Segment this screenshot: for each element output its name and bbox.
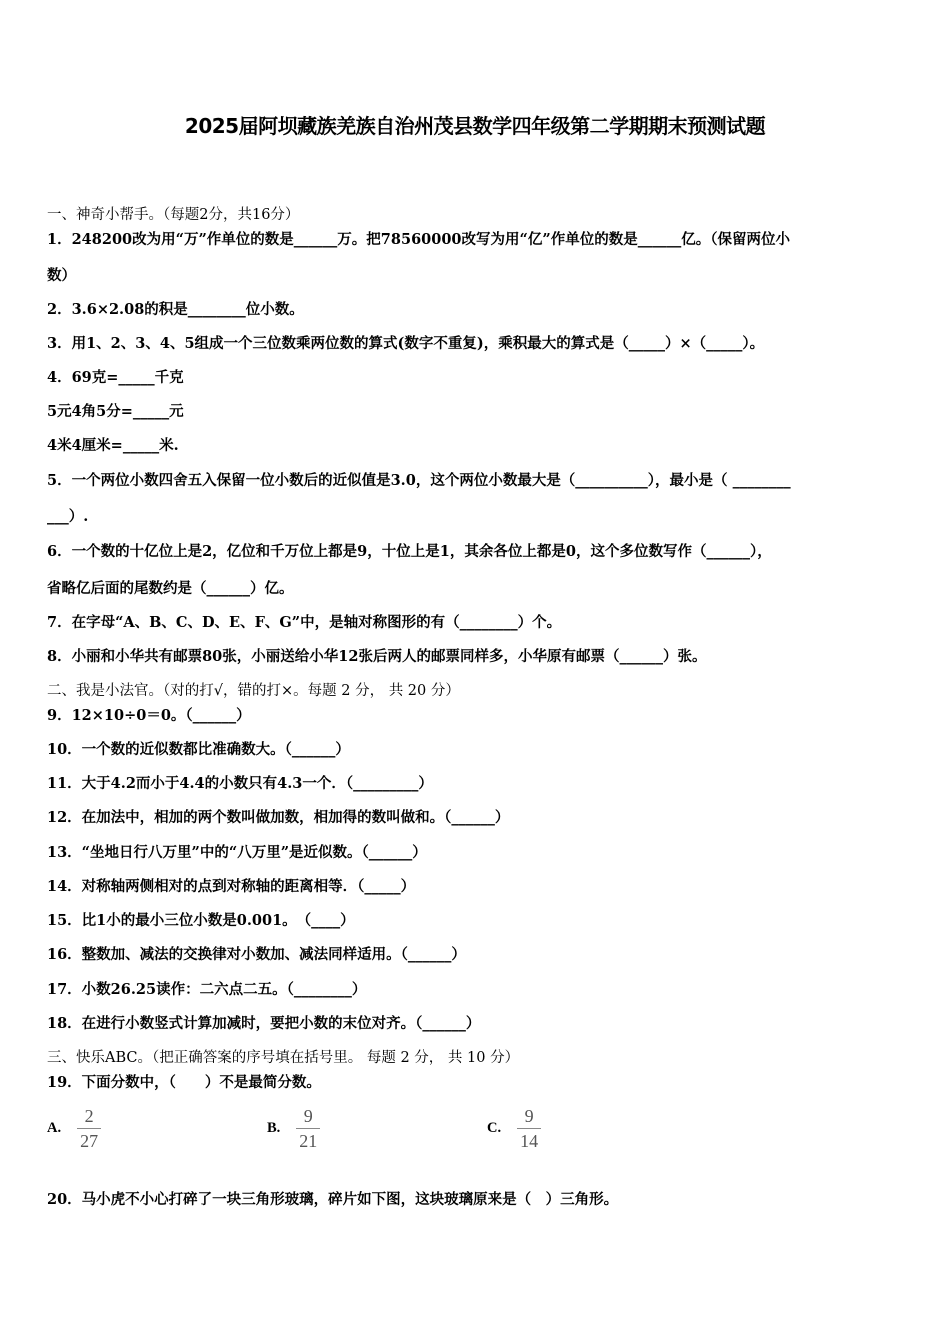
fraction-denominator: 21 — [299, 1130, 318, 1151]
question-18: 18．在进行小数竖式计算加减时，要把小数的末位对齐。（______） — [47, 1015, 481, 1032]
fraction-numerator: 9 — [303, 1105, 313, 1126]
fraction-numerator: 2 — [84, 1105, 94, 1126]
fraction — [517, 1106, 541, 1151]
question-2: 2．3.6×2.08的积是________位小数。 — [47, 301, 304, 318]
question-7: 7．在字母“A、B、C、D、E、F、G”中，是轴对称图形的有（________）个。 — [47, 614, 562, 631]
section-heading-1: 一、神奇小帮手。（每题2分，共16分） — [47, 207, 300, 223]
question-4: 4．69克=_____千克 — [47, 369, 184, 386]
question-1: 1．248200改为用“万”作单位的数是______万。把78560000改写为用“亿”作单位的数是______亿。（保留两位小 — [47, 231, 790, 248]
question-12: 12．在加法中，相加的两个数叫做加数，相加得的数叫做和。（______） — [47, 809, 510, 826]
question-6: 6．一个数的十亿位上是2，亿位和千万位上都是9，十位上是1，其余各位上都是0，这个多位数写作（______）， — [47, 543, 772, 560]
question-20: 20．马小虎不小心打碎了一块三角形玻璃，碎片如下图，这块玻璃原来是（ ）三角形。 — [47, 1191, 619, 1208]
fraction-bar — [517, 1128, 541, 1129]
question-14: 14．对称轴两侧相对的点到对称轴的距离相等．（_____） — [47, 878, 416, 895]
choice-c[interactable] — [487, 1103, 541, 1153]
question-17: 17．小数26.25读作：二六点二五。（________） — [47, 981, 367, 998]
choice-a[interactable] — [47, 1103, 101, 1153]
fraction-bar — [296, 1128, 320, 1129]
question-19: 19．下面分数中，（ ）不是最简分数。 — [47, 1074, 321, 1091]
fraction — [77, 1106, 101, 1151]
choice-letter: A. — [47, 1119, 62, 1136]
page-title: 2025届阿坝藏族羌族自治州茂县数学四年级第二学期期末预测试题 — [184, 114, 766, 138]
question-16: 16．整数加、减法的交换律对小数加、减法同样适用。（______） — [47, 946, 466, 963]
choice-letter: C. — [487, 1119, 502, 1136]
question-10: 10．一个数的近似数都比准确数大。（______） — [47, 741, 350, 758]
question-9: 9．12×10÷0＝0。（______） — [47, 707, 251, 724]
question-5-continued: ___）. — [47, 508, 89, 525]
question-4-part-2: 5元4角5分=_____元 — [47, 403, 184, 420]
question-11: 11．大于4.2而小于4.4的小数只有4.3一个．（_________） — [47, 775, 433, 792]
question-5: 5．一个两位小数四舍五入保留一位小数后的近似值是3.0，这个两位小数最大是（__________），最小是（ ________ — [47, 472, 791, 489]
section-heading-2: 二、我是小法官。（对的打√，错的打×。每题 2 分， 共 20 分） — [47, 683, 460, 699]
fraction-bar — [77, 1128, 101, 1129]
choice-letter: B. — [267, 1119, 281, 1136]
question-4-part-3: 4米4厘米=_____米. — [47, 437, 179, 454]
question-3: 3．用1、2、3、4、5组成一个三位数乘两位数的算式(数字不重复)，乘积最大的算式是（_____）×（_____）。 — [47, 335, 765, 352]
fraction-denominator: 27 — [80, 1130, 99, 1151]
fraction-denominator: 14 — [520, 1130, 539, 1151]
question-8: 8．小丽和小华共有邮票80张，小丽送给小华12张后两人的邮票同样多，小华原有邮票（______）张。 — [47, 648, 707, 665]
question-15: 15．比1小的最小三位小数是0.001。 （____） — [47, 912, 355, 929]
fraction — [296, 1106, 320, 1151]
question-6-continued: 省略亿后面的尾数约是（______）亿。 — [47, 580, 294, 597]
section-heading-3: 三、快乐ABC。（把正确答案的序号填在括号里。 每题 2 分， 共 10 分） — [47, 1050, 520, 1066]
question-1-continued: 数） — [47, 267, 76, 284]
fraction-numerator: 9 — [524, 1105, 534, 1126]
question-13: 13．“坐地日行八万里”中的“八万里”是近似数。（______） — [47, 844, 427, 861]
choice-b[interactable] — [267, 1103, 320, 1153]
